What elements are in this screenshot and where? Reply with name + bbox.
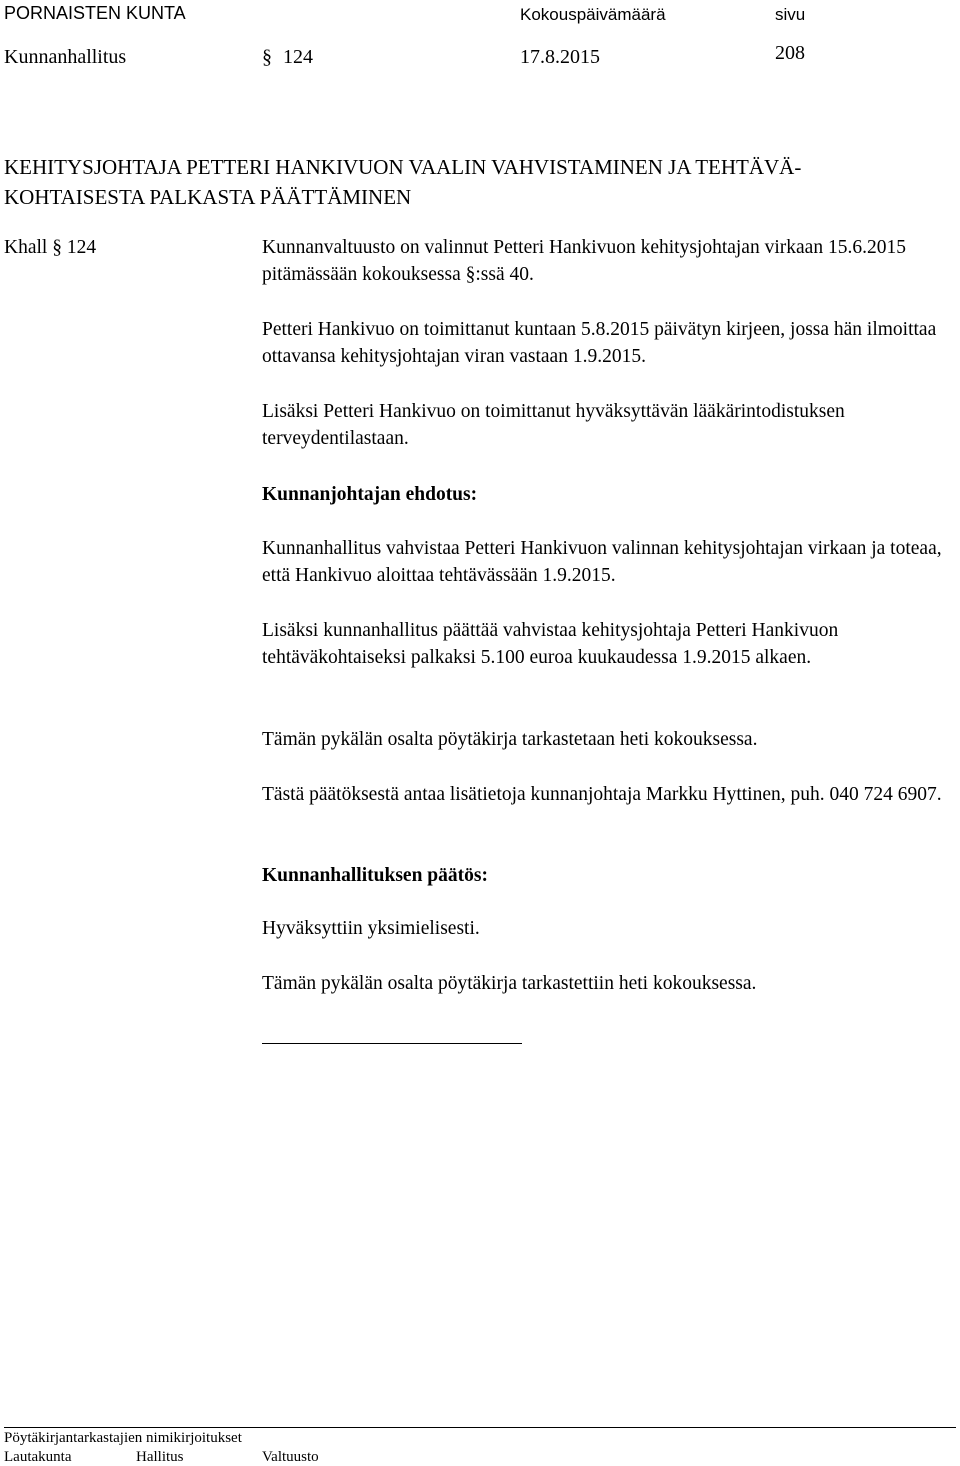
footer-signatures-label: Pöytäkirjantarkastajien nimikirjoitukset <box>4 1430 242 1446</box>
paragraph-3: Lisäksi Petteri Hankivuo on toimittanut hyväksyttävän lääkärintodistuksen terveydentilastaan. <box>262 401 845 449</box>
paragraph-8: Hyväksyttiin yksimielisesti. <box>262 918 480 939</box>
signature-line <box>262 1043 522 1044</box>
header-section <box>262 46 313 69</box>
meeting-date-label: Kokouspäivämäärä <box>520 5 666 24</box>
page-title <box>4 152 801 212</box>
footer-col-lautakunta: Lautakunta <box>4 1449 72 1465</box>
proposal-heading: Kunnanjohtajan ehdotus: <box>262 484 478 505</box>
footer-divider <box>4 1427 956 1428</box>
title-line-1: KEHITYSJOHTAJA PETTERI HANKIVUON VAALIN VAHVISTAMINEN JA TEHTÄVÄ- <box>4 155 802 179</box>
paragraph-9: Tämän pykälän osalta pöytäkirja tarkastettiin heti kokouksessa. <box>262 973 757 994</box>
footer-col-valtuusto: Valtuusto <box>262 1449 319 1465</box>
decision-heading: Kunnanhallituksen päätös: <box>262 865 488 886</box>
paragraph-1: Kunnanvaltuusto on valinnut Petteri Hankivuon kehitysjohtajan virkaan 15.6.2015 pitämässään kokouksessa §:ssä 40. <box>262 237 906 285</box>
paragraph-2: Petteri Hankivuo on toimittanut kuntaan 5.8.2015 päivätyn kirjeen, jossa hän ilmoittaa ottavansa kehitysjohtajan viran vastaan 1.9.2015. <box>262 319 937 367</box>
section-reference: Khall § 124 <box>4 237 97 258</box>
page-label: sivu <box>775 5 806 24</box>
title-line-2: KOHTAISESTA PALKASTA PÄÄTTÄMINEN <box>4 185 412 209</box>
section-number: 124 <box>283 46 313 68</box>
municipality-name: PORNAISTEN KUNTA <box>4 3 186 23</box>
header-body-name: Kunnanhallitus <box>4 46 127 68</box>
paragraph-6: Tämän pykälän osalta pöytäkirja tarkastetaan heti kokouksessa. <box>262 729 758 750</box>
footer-col-hallitus: Hallitus <box>136 1449 184 1465</box>
paragraph-7: Tästä päätöksestä antaa lisätietoja kunnanjohtaja Markku Hyttinen, puh. 040 724 6907. <box>262 784 942 805</box>
section-symbol: § <box>262 46 272 68</box>
header-date: 17.8.2015 <box>520 46 600 68</box>
paragraph-4: Kunnanhallitus vahvistaa Petteri Hankivuon valinnan kehitysjohtajan virkaan ja toteaa, että Hankivuo aloittaa tehtävässään 1.9.2015. <box>262 538 942 586</box>
paragraph-5: Lisäksi kunnanhallitus päättää vahvistaa kehitysjohtaja Petteri Hankivuon tehtäväkohtaiseksi palkaksi 5.100 euroa kuukaudessa 1.9.2015 alkaen. <box>262 620 839 668</box>
page-number: 208 <box>775 42 805 64</box>
